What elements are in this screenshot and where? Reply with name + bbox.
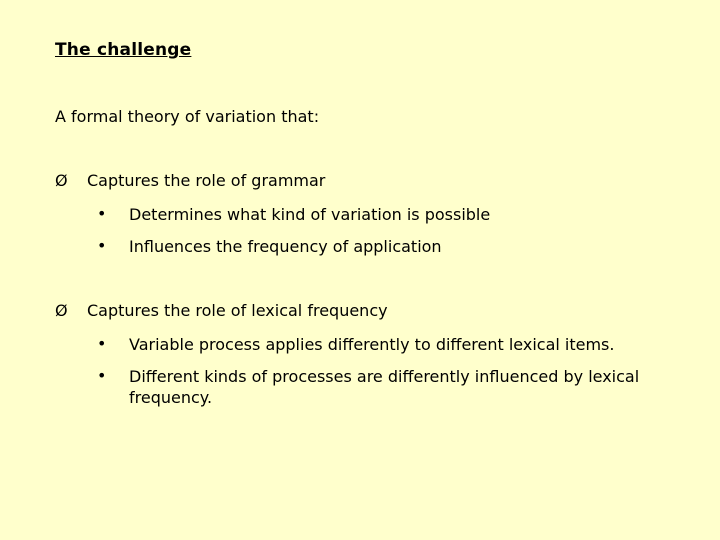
sub-item-text: Different kinds of processes are differently influenced by lexical frequency.	[129, 367, 640, 407]
sub-item-text: Influences the frequency of application	[129, 237, 442, 256]
arrow-bullet-icon: Ø	[55, 301, 68, 320]
bullet-icon: •	[97, 204, 107, 223]
sub-item-text: Determines what kind of variation is possible	[129, 205, 491, 224]
bullet-icon: •	[97, 334, 107, 353]
point-text: Captures the role of grammar	[87, 171, 326, 190]
bullet-icon: •	[97, 366, 107, 385]
sub-item-text: Variable process applies differently to different lexical items.	[129, 335, 615, 354]
point-text: Captures the role of lexical frequency	[87, 301, 388, 320]
slide-title: The challenge	[55, 40, 192, 60]
arrow-bullet-icon: Ø	[55, 171, 68, 190]
bullet-icon: •	[97, 236, 107, 255]
intro-text: A formal theory of variation that:	[55, 107, 320, 126]
